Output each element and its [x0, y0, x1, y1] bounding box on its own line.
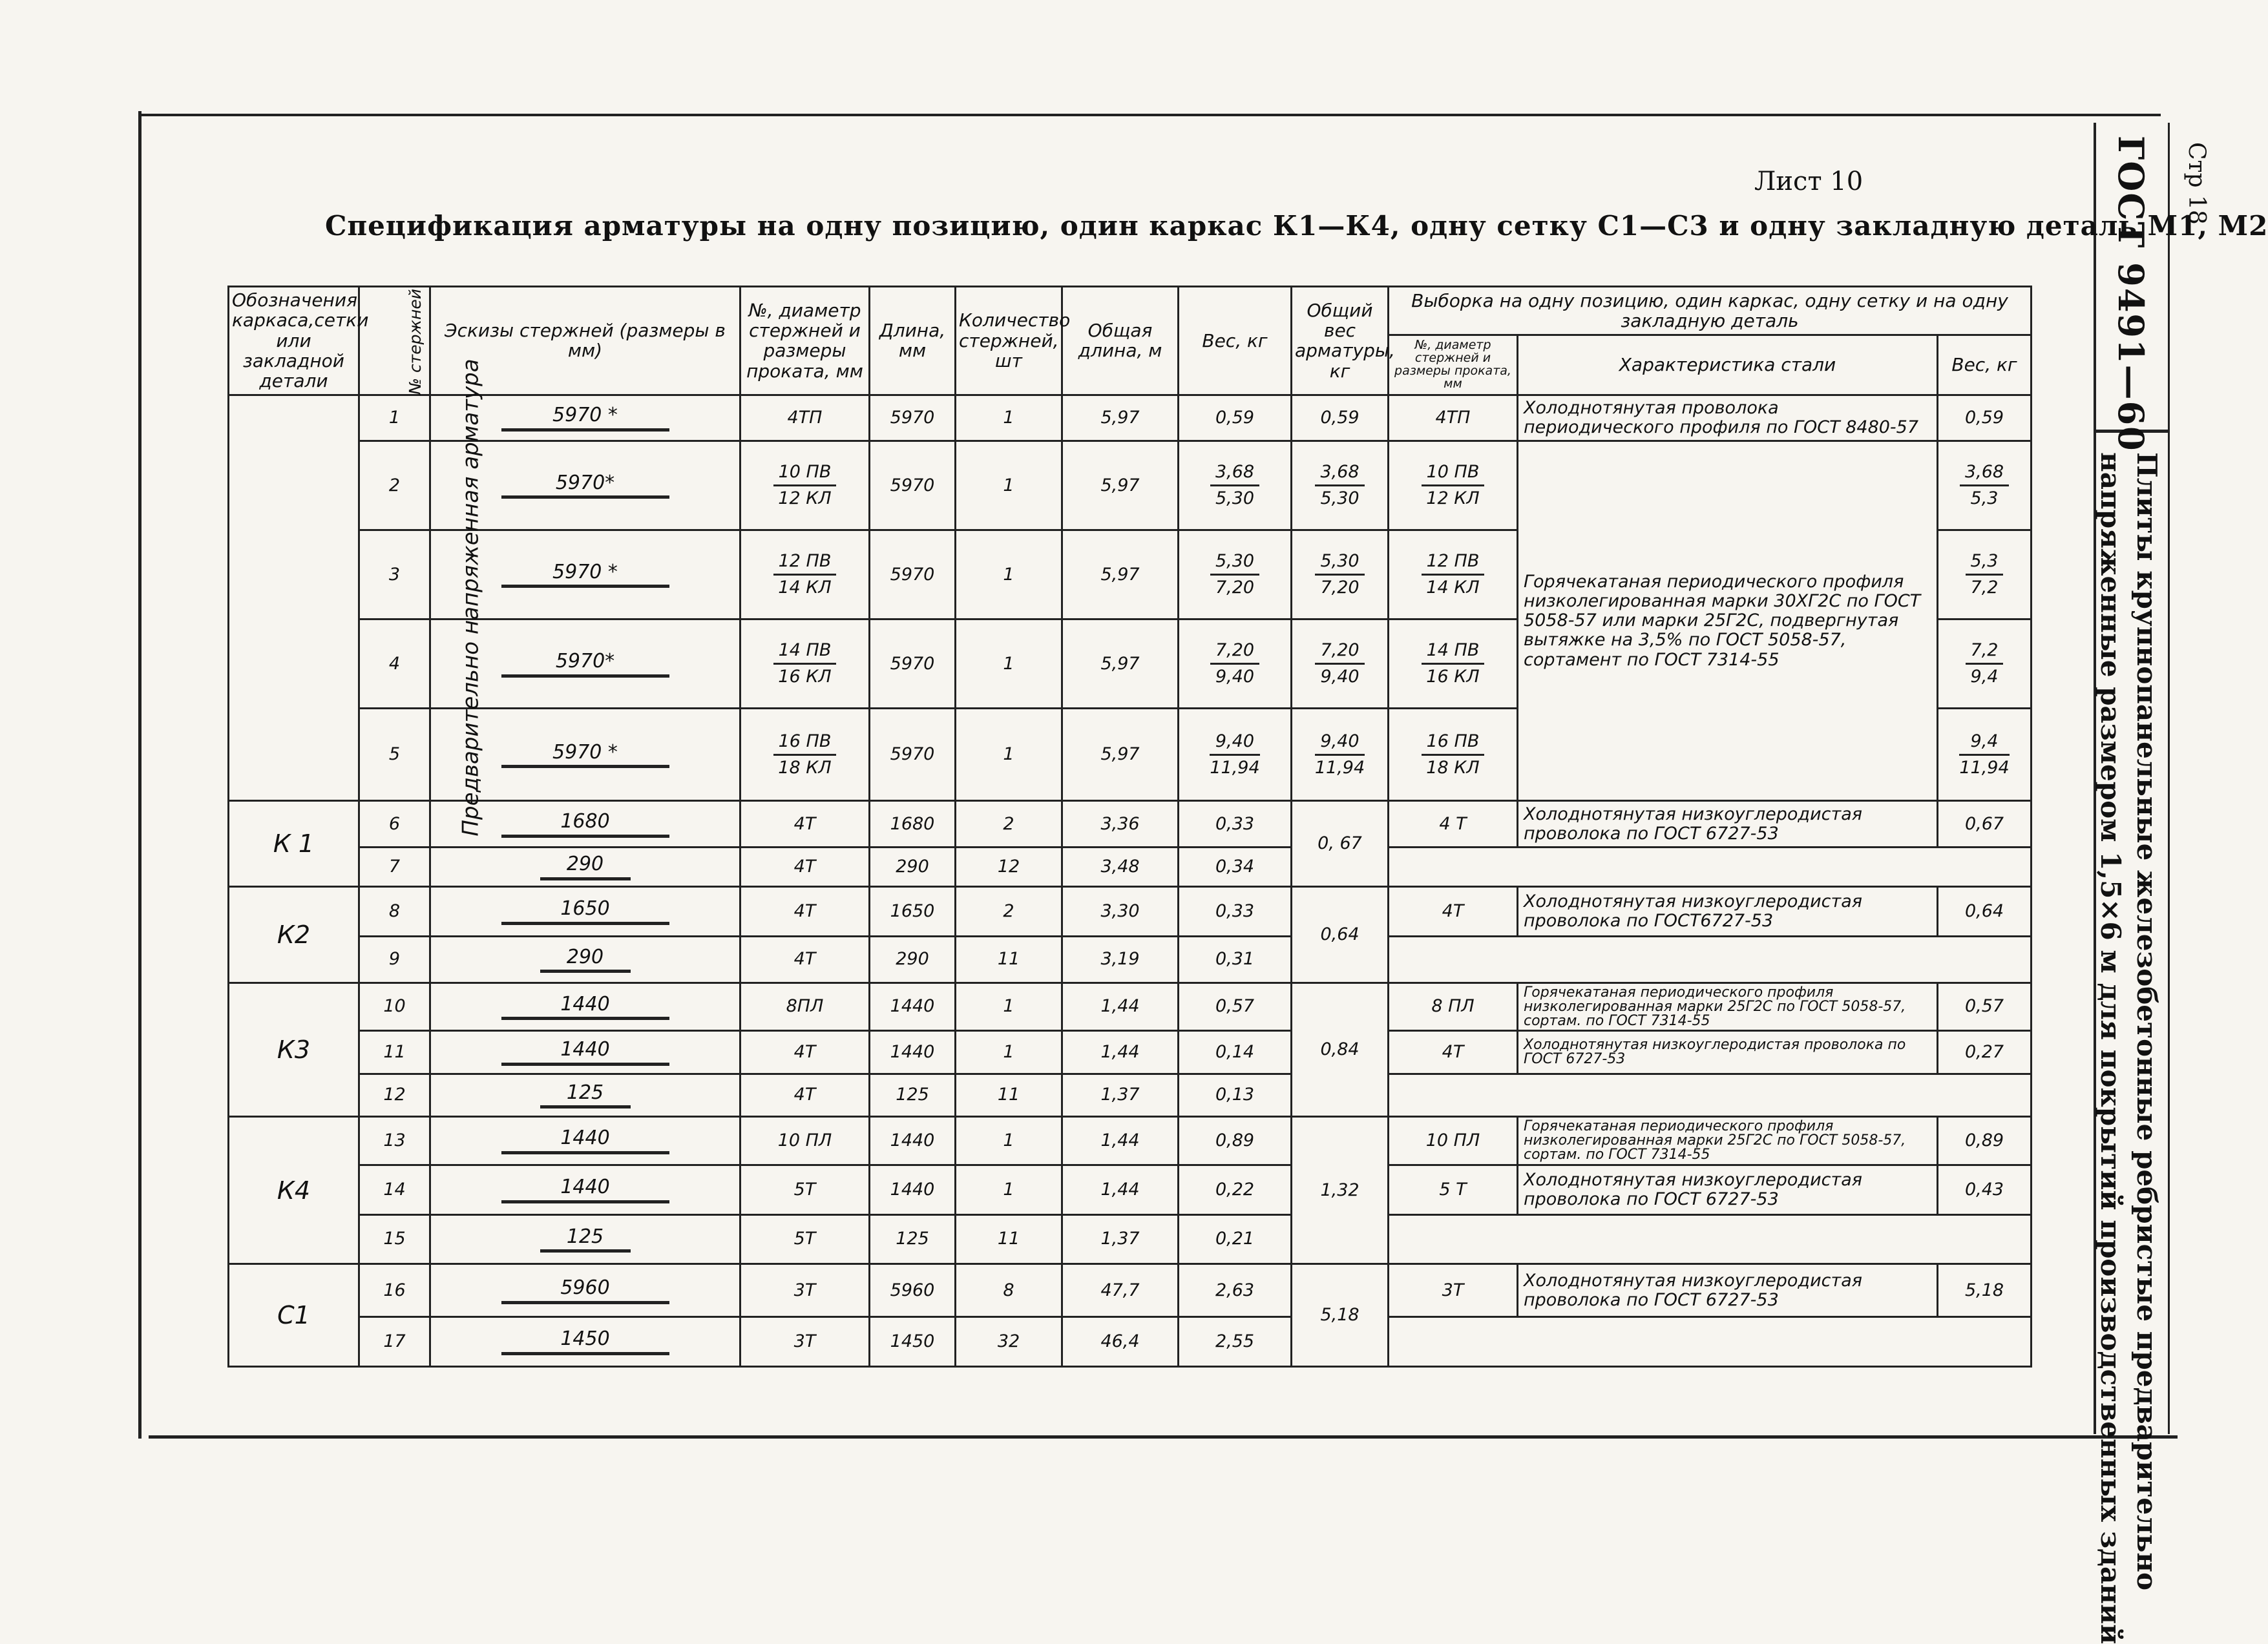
steel-characteristic: Горячекатаная периодического профиля низколегированная марки 30ХГ2С по ГОСТ 5058-57 или марки 25Г2С, подвергнутая вытяжке на 3,5% по ГОСТ 5058-57, сортамент по ГОСТ 7314-55: [1518, 441, 1938, 801]
rod-weight: 2,55: [1179, 1317, 1292, 1367]
rod-count: 1: [956, 530, 1062, 619]
rod-sketch: [430, 1317, 740, 1367]
header-diameter: №, диаметр стержней и размеры проката, мм: [740, 287, 870, 395]
rod-diameter: 5Т: [740, 1165, 870, 1214]
sample-rod: [1389, 709, 1518, 801]
sample-rod: [1389, 441, 1518, 530]
rod-weight: 0,57: [1179, 983, 1292, 1031]
rod-count: 11: [956, 1214, 1062, 1264]
empty-cell: [1389, 1214, 2032, 1264]
rod-count: 1: [956, 709, 1062, 801]
fraction-bottom: 5,30: [1215, 488, 1255, 509]
rod-count: 1: [956, 983, 1062, 1031]
empty-cell: [1389, 848, 2032, 887]
empty-cell: [1389, 1317, 2032, 1367]
rod-total-length: 1,37: [1062, 1214, 1179, 1264]
page-title: Спецификация арматуры на одну позицию, один каркас К1—К4, одну сетку С1—С3 и одну закладную деталь М1, М2: [325, 210, 2268, 242]
rod-diameter: [740, 619, 870, 709]
fraction: [1422, 552, 1485, 598]
fraction-top: 7,2: [1966, 641, 2004, 665]
rod-weight: 0,31: [1179, 937, 1292, 983]
rod-no: 11: [359, 1031, 430, 1074]
group-k1: К 1: [229, 801, 359, 887]
rod-weight: 2,63: [1179, 1264, 1292, 1317]
fraction-top: 14 ПВ: [1422, 641, 1485, 665]
header-sketch: Эскизы стержней (размеры в мм): [430, 287, 740, 395]
fraction-top: 10 ПВ: [1422, 463, 1485, 486]
rod-diameter: [740, 709, 870, 801]
rod-count: 2: [956, 801, 1062, 848]
rod-weight: 0,21: [1179, 1214, 1292, 1264]
total-weight: 1,32: [1292, 1117, 1389, 1264]
rod-weight: 0,59: [1179, 395, 1292, 441]
page-number: Стр 18: [2183, 142, 2210, 225]
sample-rod: [1389, 619, 1518, 709]
table-row: [229, 887, 2032, 937]
sketch-label: 1440: [501, 1127, 669, 1154]
fraction-top: 3,68: [1960, 463, 2009, 486]
fraction: [773, 641, 837, 687]
rod-diameter: 4Т: [740, 1031, 870, 1074]
fraction: [1210, 732, 1259, 778]
sketch-label: 5970*: [501, 472, 669, 499]
table-row: [229, 1117, 2032, 1165]
rod-length: 290: [870, 937, 956, 983]
table-row: [229, 848, 2032, 887]
rod-count: 2: [956, 887, 1062, 937]
total-weight: 0,59: [1292, 395, 1389, 441]
fraction-bottom: 12 КЛ: [1426, 488, 1480, 509]
rod-sketch: [430, 983, 740, 1031]
rod-total-length: 5,97: [1062, 530, 1179, 619]
steel-characteristic: Холоднотянутая проволока периодического профиля по ГОСТ 8480-57: [1518, 395, 1938, 441]
sample-rod: 4Т: [1389, 1031, 1518, 1074]
rod-length: 125: [870, 1074, 956, 1116]
table-row: [229, 801, 2032, 848]
rod-total-length: 1,37: [1062, 1074, 1179, 1116]
total-weight: 0, 67: [1292, 801, 1389, 887]
group-k4: К4: [229, 1117, 359, 1264]
sample-weight: 0,57: [1938, 983, 2032, 1031]
rod-total-length: 3,48: [1062, 848, 1179, 887]
fraction-top: 12 ПВ: [1422, 552, 1485, 576]
rod-weight: [1179, 619, 1292, 709]
table-row: [229, 983, 2032, 1031]
sample-rod: 4ТП: [1389, 395, 1518, 441]
fraction-top: 14 ПВ: [773, 641, 837, 665]
fraction-top: 3,68: [1315, 463, 1364, 486]
group-prestressed: [229, 359, 484, 837]
sketch-label: 125: [540, 1226, 631, 1253]
specification-table: [227, 286, 2032, 1368]
steel-characteristic: Холоднотянутая низкоуглеродистая проволока по ГОСТ6727-53: [1518, 887, 1938, 937]
header-sample-weight: Вес, кг: [1938, 335, 2032, 395]
fraction-bottom: 11,94: [1314, 757, 1365, 778]
table-row: [229, 1031, 2032, 1074]
rod-no: 9: [359, 937, 430, 983]
rod-count: 1: [956, 1165, 1062, 1214]
fraction-bottom: 5,3: [1970, 488, 1999, 509]
rod-total-length: 5,97: [1062, 395, 1179, 441]
fraction-top: 7,20: [1210, 641, 1259, 665]
table-row: [229, 441, 2032, 530]
fraction: [1315, 641, 1364, 687]
sketch-label: 1440: [501, 1039, 669, 1066]
rod-weight: [1179, 530, 1292, 619]
rod-weight: [1179, 709, 1292, 801]
rod-sketch: [430, 887, 740, 937]
fraction-bottom: 7,20: [1215, 577, 1255, 598]
header-total-weight: Общий вес арматуры, кг: [1292, 287, 1389, 395]
header-sample-rod: №, диаметр стержней и размеры проката, мм: [1389, 335, 1518, 395]
frame-top-line: [138, 114, 2161, 116]
fraction: [1422, 463, 1485, 508]
rod-no: 2: [359, 441, 430, 530]
fraction-bottom: 9,40: [1320, 667, 1360, 687]
sample-weight: [1938, 619, 2032, 709]
fraction: [1210, 552, 1259, 598]
group-c1: С1: [229, 1264, 359, 1367]
total-weight: 5,18: [1292, 1264, 1389, 1367]
fraction: [773, 463, 837, 508]
rod-no: 13: [359, 1117, 430, 1165]
rod-no: 7: [359, 848, 430, 887]
fraction-bottom: 11,94: [1210, 757, 1260, 778]
rod-sketch: [430, 1031, 740, 1074]
rod-count: 1: [956, 441, 1062, 530]
rod-no: 17: [359, 1317, 430, 1367]
sketch-label: 5970*: [501, 650, 669, 678]
header-sample: Выборка на одну позицию, один каркас, одну сетку и на одну закладную деталь: [1389, 287, 2032, 335]
rod-total-length: 5,97: [1062, 619, 1179, 709]
fraction-top: 9,40: [1210, 732, 1259, 756]
rod-no: 14: [359, 1165, 430, 1214]
rod-no: 12: [359, 1074, 430, 1116]
rod-diameter: 3Т: [740, 1264, 870, 1317]
fraction-bottom: 12 КЛ: [778, 488, 832, 509]
rod-total-length: 3,19: [1062, 937, 1179, 983]
header-row: [229, 287, 2032, 335]
rod-length: 5970: [870, 709, 956, 801]
fraction-bottom: 16 КЛ: [1426, 667, 1480, 687]
rod-length: 290: [870, 848, 956, 887]
rod-sketch: [430, 1264, 740, 1317]
rod-diameter: [740, 530, 870, 619]
sheet-label: Лист 10: [1754, 167, 1864, 196]
table-row: [229, 1165, 2032, 1214]
sketch-label: 1440: [501, 994, 669, 1021]
group-prestressed-text: Предварительно напряженная арматура: [457, 359, 484, 837]
sample-rod: 8 ПЛ: [1389, 983, 1518, 1031]
sample-rod: 5 Т: [1389, 1165, 1518, 1214]
sample-rod: [1389, 530, 1518, 619]
empty-cell: [1389, 937, 2032, 983]
sample-rod: 4Т: [1389, 887, 1518, 937]
frame-left-line: [138, 111, 142, 1439]
sketch-label: 1680: [501, 811, 669, 838]
header-total-length: Общая длина, м: [1062, 287, 1179, 395]
sample-weight: 0,89: [1938, 1117, 2032, 1165]
fraction: [1210, 463, 1259, 508]
steel-characteristic: Холоднотянутая низкоуглеродистая проволока по ГОСТ 6727-53: [1518, 1031, 1938, 1074]
rod-sketch: [430, 1074, 740, 1116]
fraction-top: 5,30: [1315, 552, 1364, 576]
total-weight: 0,84: [1292, 983, 1389, 1117]
fraction: [1959, 732, 2009, 778]
rod-length: 1440: [870, 1165, 956, 1214]
fraction-top: 7,20: [1315, 641, 1364, 665]
frame-right-line-outer: [2168, 123, 2170, 1434]
fraction-top: 9,4: [1959, 732, 2009, 756]
rod-length: 1440: [870, 1117, 956, 1165]
steel-characteristic: Холоднотянутая низкоуглеродистая проволока по ГОСТ 6727-53: [1518, 1165, 1938, 1214]
fraction-top: 16 ПВ: [773, 732, 837, 756]
sample-weight: 0,67: [1938, 801, 2032, 848]
rod-no: 1: [359, 395, 430, 441]
rod-length: 5970: [870, 441, 956, 530]
side-title: [2092, 452, 2165, 1644]
rod-total-length: 5,97: [1062, 441, 1179, 530]
rod-count: 1: [956, 619, 1062, 709]
rod-no: 8: [359, 887, 430, 937]
fraction-bottom: 7,20: [1320, 577, 1360, 598]
steel-characteristic: Горячекатаная периодического профиля низколегированная марки 25Г2С по ГОСТ 5058-57, сортам. по ГОСТ 7314-55: [1518, 983, 1938, 1031]
rod-weight: 0,22: [1179, 1165, 1292, 1214]
rod-length: 125: [870, 1214, 956, 1264]
table-row: [229, 1214, 2032, 1264]
rod-weight: 0,33: [1179, 887, 1292, 937]
sample-rod: 4 Т: [1389, 801, 1518, 848]
rod-total-length: 5,97: [1062, 709, 1179, 801]
rod-total-length: 1,44: [1062, 1031, 1179, 1074]
header-steel: Характеристика стали: [1518, 335, 1938, 395]
rod-weight: 0,13: [1179, 1074, 1292, 1116]
fraction-bottom: 14 КЛ: [1426, 577, 1480, 598]
fraction-top: 9,40: [1315, 732, 1365, 756]
rod-no: 4: [359, 619, 430, 709]
table-row: [229, 1264, 2032, 1317]
table-row: [229, 937, 2032, 983]
sketch-label: 1450: [501, 1328, 669, 1355]
header-length: Длина, мм: [870, 287, 956, 395]
group-k3: К3: [229, 983, 359, 1117]
fraction-top: 12 ПВ: [773, 552, 837, 576]
total-weight: [1292, 619, 1389, 709]
sample-weight: [1938, 709, 2032, 801]
rod-length: 5970: [870, 619, 956, 709]
table-row: [229, 1074, 2032, 1116]
sample-weight: 0,59: [1938, 395, 2032, 441]
total-weight: 0,64: [1292, 887, 1389, 983]
rod-total-length: 1,44: [1062, 1165, 1179, 1214]
fraction-top: 5,30: [1210, 552, 1259, 576]
empty-cell: [1389, 1074, 2032, 1116]
rod-weight: 0,34: [1179, 848, 1292, 887]
steel-characteristic: Холоднотянутая низкоуглеродистая проволока по ГОСТ 6727-53: [1518, 1264, 1938, 1317]
rod-length: 1650: [870, 887, 956, 937]
rod-length: 1440: [870, 983, 956, 1031]
steel-characteristic: Холоднотянутая низкоуглеродистая проволока по ГОСТ 6727-53: [1518, 801, 1938, 848]
rod-weight: 0,33: [1179, 801, 1292, 848]
sample-weight: 0,43: [1938, 1165, 2032, 1214]
rod-diameter: [740, 441, 870, 530]
rod-length: 5970: [870, 395, 956, 441]
rod-no: 10: [359, 983, 430, 1031]
rod-diameter: 4Т: [740, 1074, 870, 1116]
rod-length: 5970: [870, 530, 956, 619]
table-row: [229, 395, 2032, 441]
fraction-bottom: 14 КЛ: [778, 577, 832, 598]
rod-weight: 0,14: [1179, 1031, 1292, 1074]
sketch-label: 5960: [501, 1277, 669, 1304]
rod-diameter: 4Т: [740, 887, 870, 937]
fraction-bottom: 5,30: [1320, 488, 1360, 509]
rod-weight: 0,89: [1179, 1117, 1292, 1165]
sketch-label: 5970 *: [501, 404, 669, 432]
total-weight: [1292, 441, 1389, 530]
rod-sketch: [430, 1117, 740, 1165]
rod-diameter: 5Т: [740, 1214, 870, 1264]
steel-characteristic: Горячекатаная периодического профиля низколегированная марки 25Г2С по ГОСТ 5058-57, сортам. по ГОСТ 7314-55: [1518, 1117, 1938, 1165]
fraction-bottom: 11,94: [1959, 757, 2010, 778]
fraction-top: 5,3: [1966, 552, 2004, 576]
rod-sketch: [430, 1214, 740, 1264]
fraction: [1422, 732, 1485, 778]
fraction-bottom: 18 КЛ: [778, 757, 832, 778]
rod-diameter: 10 ПЛ: [740, 1117, 870, 1165]
header-designation: Обозначения каркаса,сетки или закладной детали: [229, 287, 359, 395]
rod-count: 12: [956, 848, 1062, 887]
rod-diameter: 4Т: [740, 937, 870, 983]
sketch-label: 1440: [501, 1176, 669, 1203]
rod-sketch: [430, 937, 740, 983]
rod-diameter: 3Т: [740, 1317, 870, 1367]
table-row: [229, 1317, 2032, 1367]
fraction: [1210, 641, 1259, 687]
fraction-top: 16 ПВ: [1422, 732, 1485, 756]
group-k2: К2: [229, 887, 359, 983]
rod-diameter: 4Т: [740, 848, 870, 887]
fraction: [1315, 732, 1365, 778]
rod-length: 1440: [870, 1031, 956, 1074]
sketch-label: 125: [540, 1082, 631, 1109]
frame-bottom-line: [149, 1435, 2178, 1439]
rod-no: 15: [359, 1214, 430, 1264]
rod-total-length: 47,7: [1062, 1264, 1179, 1317]
side-title-line-1: Плиты крупнопанельные железобетонные ребристые предварительно: [2131, 452, 2163, 1590]
header-count: Количество стержней, шт: [956, 287, 1062, 395]
rod-no: 16: [359, 1264, 430, 1317]
rod-count: 11: [956, 1074, 1062, 1116]
sample-weight: [1938, 530, 2032, 619]
rod-total-length: 1,44: [1062, 1117, 1179, 1165]
total-weight: [1292, 530, 1389, 619]
rod-count: 1: [956, 1031, 1062, 1074]
sample-weight: [1938, 441, 2032, 530]
sketch-label: 1650: [501, 898, 669, 925]
fraction-bottom: 9,40: [1215, 667, 1255, 687]
rod-sketch: [430, 848, 740, 887]
fraction: [1966, 641, 2004, 687]
fraction: [1960, 463, 2009, 508]
rod-diameter: 4ТП: [740, 395, 870, 441]
rod-count: 32: [956, 1317, 1062, 1367]
document-code: ГОСТ 9491—60: [2110, 136, 2152, 452]
rod-length: 1450: [870, 1317, 956, 1367]
rod-count: 1: [956, 395, 1062, 441]
rod-no: 5: [359, 709, 430, 801]
fraction-top: 3,68: [1210, 463, 1259, 486]
sample-weight: 5,18: [1938, 1264, 2032, 1317]
sketch-label: 290: [540, 946, 631, 973]
fraction: [773, 732, 837, 778]
sketch-label: 5970 *: [501, 561, 669, 588]
rod-count: 1: [956, 1117, 1062, 1165]
sample-weight: 0,27: [1938, 1031, 2032, 1074]
fraction: [773, 552, 837, 598]
rod-sketch: [430, 1165, 740, 1214]
sample-rod: 10 ПЛ: [1389, 1117, 1518, 1165]
fraction: [1315, 463, 1364, 508]
rod-total-length: 3,30: [1062, 887, 1179, 937]
fraction: [1422, 641, 1485, 687]
fraction: [1315, 552, 1364, 598]
header-weight: Вес, кг: [1179, 287, 1292, 395]
rod-no: 3: [359, 530, 430, 619]
header-rod-no: [359, 287, 430, 395]
side-title-line-2: напряженные размером 1,5×6 м для покрытий производственных зданий: [2095, 452, 2126, 1644]
fraction-bottom: 9,4: [1970, 667, 1999, 687]
total-weight: [1292, 709, 1389, 801]
rod-length: 5960: [870, 1264, 956, 1317]
fraction-bottom: 18 КЛ: [1426, 757, 1480, 778]
fraction-bottom: 7,2: [1970, 577, 1999, 598]
rod-diameter: 4Т: [740, 801, 870, 848]
rod-count: 11: [956, 937, 1062, 983]
rod-length: 1680: [870, 801, 956, 848]
rod-weight: [1179, 441, 1292, 530]
fraction: [1966, 552, 2004, 598]
sketch-label: 290: [540, 853, 631, 880]
rod-count: 8: [956, 1264, 1062, 1317]
fraction-top: 10 ПВ: [773, 463, 837, 486]
rod-diameter: 8ПЛ: [740, 983, 870, 1031]
sketch-label: 5970 *: [501, 742, 669, 769]
rod-total-length: 46,4: [1062, 1317, 1179, 1367]
sample-weight: 0,64: [1938, 887, 2032, 937]
sample-rod: 3Т: [1389, 1264, 1518, 1317]
fraction-bottom: 16 КЛ: [778, 667, 832, 687]
rod-total-length: 1,44: [1062, 983, 1179, 1031]
header-rod-no-text: № стержней: [406, 288, 425, 395]
rod-total-length: 3,36: [1062, 801, 1179, 848]
rod-no: 6: [359, 801, 430, 848]
